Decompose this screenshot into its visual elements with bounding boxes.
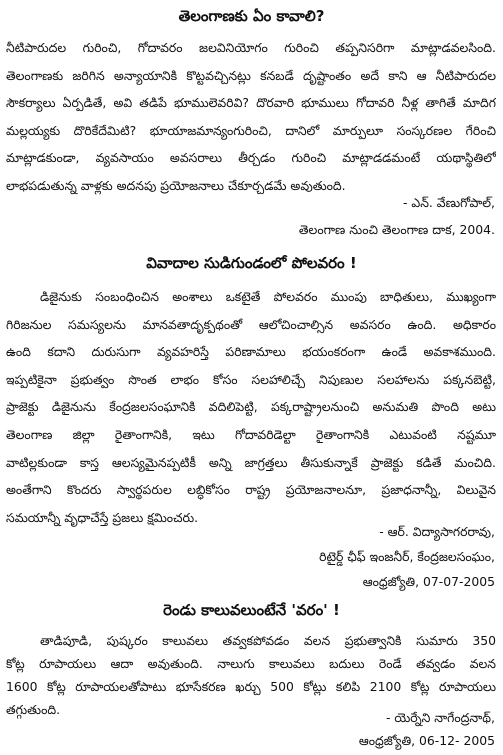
text-line: గిరిజనుల సమస్యలను మానవతాదృక్పథంతో ఆలోచించాల్సిన అవసరం ఉంది. అధికారం [6, 316, 496, 332]
text-line: డిజైనుకు సంబంధించిన అంశాలు ఒకటైతే పోలవరం ముంపు బాధితులు, ముఖ్యంగా [40, 289, 496, 304]
text-line: సమయాన్నీ వృధాచేస్తే ప్రజలు క్షమించరు. [6, 509, 199, 525]
text-line: తగ్గుతుంది. [6, 702, 61, 717]
text-line: వాటిల్లకుండా కాస్త ఆలస్యమైనప్పటికీ అన్ని జాగ్రత్తలు తీసుకున్నాకే ప్రాజెక్టు కడితే మంచిది. [6, 454, 496, 470]
section-3-author: - యెర్నేని నాగేంద్రనాథ్, [385, 710, 495, 725]
text-line: తాడిపూడి, పుష్కరం కాలువలు తవ్వకపోవడం వలన ప్రభుత్వానికి సుమారు 350 [40, 633, 496, 648]
section-1-source: తెలంగాణ నుంచి తెలంగాణ దాక, 2004. [298, 222, 495, 237]
text-line: 1600 కోట్ల రూపాయలతోపాటు భూసేకరణ ఖర్చు 500 కోట్లు కలిపి 2100 కోట్ల రూపాయలు [6, 679, 496, 694]
section-1-author: - ఎన్. వేణుగోపాల్, [402, 195, 495, 210]
section-3-source: ఆంధ్రజ్యోతి, 06-12- 2005 [358, 733, 495, 748]
text-line: సౌకర్యాలు ఏర్పడితే, అవి తడిపే భూములెవరివి? దొరవారి భూములు గోదావరి నీళ్ల తాగితే మాదిగ [6, 95, 496, 111]
text-line: ప్రాజెక్టు డిజైనును కేంద్రజలసంఘానికి వదిలిపెట్టి, పక్కరాష్ట్రాలనుంచి అనుమతి పొంది అటు [6, 399, 496, 415]
section-2-author: - ఆర్. విద్యాసాగరరావు, [379, 524, 495, 539]
text-line: కోట్ల రూపాయలు ఆదా అవుతుంది. నాలుగు కాలువలు బదులు రెండే తవ్వడం వలన [6, 656, 496, 671]
section-1-body [6, 34, 496, 200]
section-2-title: వివాదాల సుడిగుండంలో పోలవరం ! [146, 254, 357, 272]
section-3-title: రెండు కాలువలుంటేనే 'వరం' ! [163, 601, 340, 619]
text-line: మాట్లాడకుండా, వ్యవసాయం అవసరాలు తీర్చడం గురించి మాట్లాడడమంటే యథాస్థితిలో [6, 150, 496, 166]
section-2-body [6, 283, 496, 531]
text-line: అంతేగాని కొందరు స్వార్థపరుల లబ్ధికోసం రాష్ట్ర ప్రయోజనాలనూ, ప్రజాధనాన్నీ, విలువైన [6, 482, 496, 498]
section-1-title: తెలంగాణకు ఏం కావాలి? [178, 7, 325, 25]
text-line: మల్లయ్యకు దొరికేదేమిటి? భూయాజమాన్యంగురించి, దానిలో మార్పులూ సంస్కరణల గేరించి [6, 122, 496, 138]
section-2-date: ఆంధ్రజ్యోతి, 07-07-2005 [362, 574, 495, 589]
text-line: నీటిపారుదల గురించి, గోదావరం జలవినియోగం గురించి తప్పనిసరిగా మాట్లాడవలసింది. [6, 40, 496, 55]
text-line: లాభపడుతున్న వాళ్లకు అదనపు ప్రయోజనాలు చేకూర్చడమే అవుతుంది. [6, 177, 346, 193]
text-line: తెలంగాణకు జరిగిన అన్యాయానికి కొట్టవచ్చినట్లు కనబడే దృష్టాంతం అదే కాని ఆ నీటిపారుదల [6, 67, 496, 83]
text-line: ఇప్పటికైనా ప్రభుత్వం సొంత లాభం కోసం సలహాలిచ్చే నిపుణుల సలహాలను పక్కనబెట్టి, [6, 371, 496, 387]
section-2-source: రిటైర్డ్ ఛీఫ్ ఇంజనీర్, కేంద్రజలసంఘం, [319, 549, 495, 564]
text-line: ఉంది కదాని దురుసుగా వ్యవహరిస్తే పరిణామాలు భయంకరంగా ఉండే అవకాశముంది. [6, 344, 496, 360]
text-line: తెలంగాణ జిల్లా రైతాంగానికి, ఇటు గోదావరిడెల్టా రైతాంగానికి ఎటువంటి నష్టమూ [6, 426, 496, 442]
